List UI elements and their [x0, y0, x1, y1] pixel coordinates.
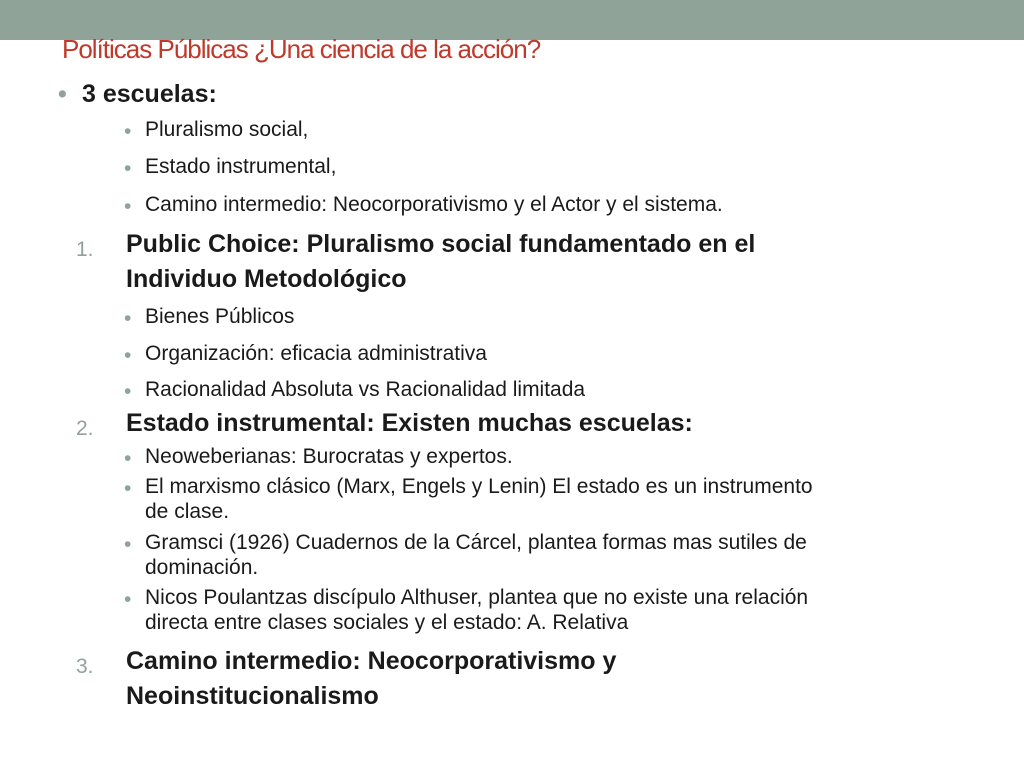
- bullet-dot: •: [124, 477, 132, 500]
- bullet-dot: •: [124, 533, 132, 556]
- sub-item: Bienes Públicos: [145, 305, 295, 328]
- item-heading: Public Choice: Pluralismo social fundamentado en el: [126, 230, 756, 258]
- bullet-dot: •: [124, 195, 132, 218]
- school-item: Camino intermedio: Neocorporativismo y el Actor y el sistema.: [145, 193, 723, 216]
- sub-item: Racionalidad Absoluta vs Racionalidad limitada: [145, 378, 586, 401]
- bullet-dot: •: [124, 157, 132, 180]
- sub-item: Organización: eficacia administrativa: [145, 342, 487, 365]
- item-number: 1.: [76, 238, 94, 261]
- sub-item: El marxismo clásico (Marx, Engels y Lenin) El estado es un instrumento: [145, 475, 813, 498]
- slide-title: Políticas Públicas ¿Una ciencia de la acción?: [62, 34, 541, 64]
- item-number: 3.: [76, 655, 94, 678]
- sub-item-cont: dominación.: [145, 556, 259, 579]
- item-heading: Estado instrumental: Existen muchas escuelas:: [126, 409, 693, 437]
- school-item: Pluralismo social,: [145, 118, 309, 141]
- item-heading-cont: Neoinstitucionalismo: [126, 682, 379, 710]
- item-number: 2.: [76, 417, 94, 440]
- bullet-dot: •: [124, 588, 132, 611]
- bullet-dot: •: [124, 447, 132, 470]
- sub-item: Nicos Poulantzas discípulo Althuser, plantea que no existe una relación: [145, 586, 809, 609]
- item-heading: Camino intermedio: Neocorporativismo y: [126, 647, 617, 675]
- bullet-dot: •: [124, 307, 132, 330]
- bullet-dot: •: [124, 120, 132, 143]
- top-bullet: 3 escuelas:: [82, 80, 217, 108]
- item-heading-cont: Individuo Metodológico: [126, 265, 407, 293]
- sub-item-cont: directa entre clases sociales y el estado: A. Relativa: [145, 611, 629, 634]
- sub-item: Gramsci (1926) Cuadernos de la Cárcel, plantea formas mas sutiles de: [145, 531, 807, 554]
- school-item: Estado instrumental,: [145, 155, 337, 178]
- sub-item: Neoweberianas: Burocratas y expertos.: [145, 445, 513, 468]
- bullet-dot: •: [58, 80, 67, 108]
- bullet-dot: •: [124, 344, 132, 367]
- bullet-dot: •: [124, 380, 132, 403]
- sub-item-cont: de clase.: [145, 500, 230, 523]
